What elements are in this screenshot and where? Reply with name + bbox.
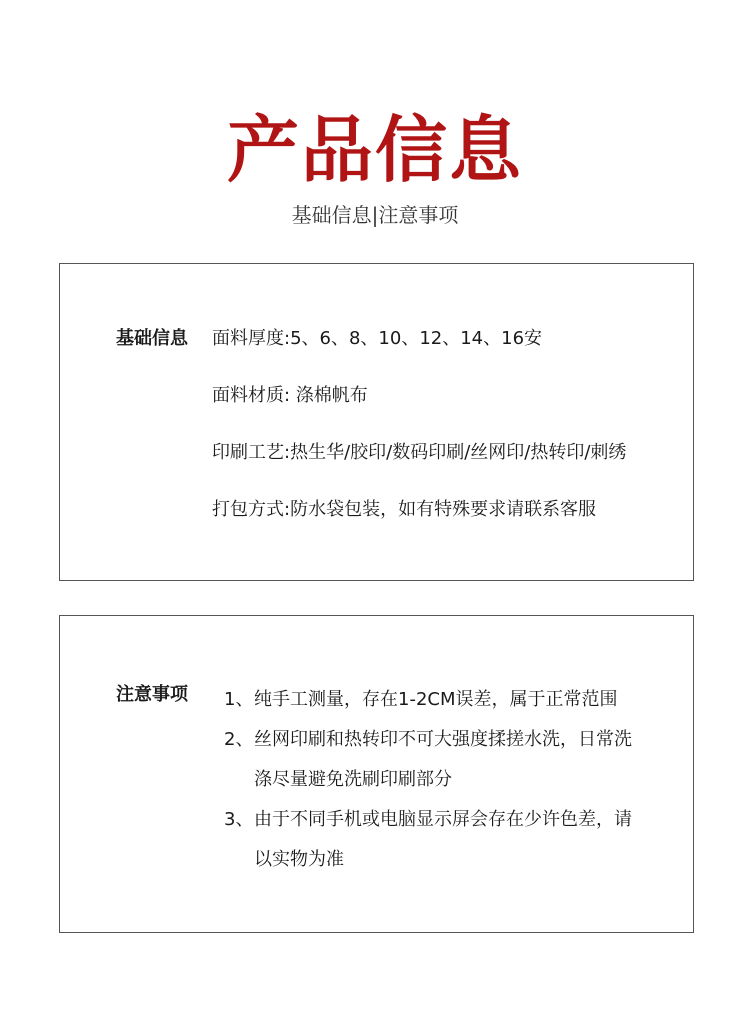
basic-info-list: [212, 324, 626, 552]
note-number: 1、: [224, 689, 254, 710]
note-text: 纯手工测量，存在1-2CM误差，属于正常范围: [254, 689, 618, 710]
note-item: [224, 680, 644, 720]
basic-info-card: [59, 263, 694, 581]
note-number: 2、: [224, 729, 254, 750]
fabric-thickness-item: 面料厚度:5、6、8、10、12、14、16安: [212, 328, 543, 349]
notes-card: [59, 615, 694, 933]
note-text: 由于不同手机或电脑显示屏会存在少许色差，请以实物为准: [254, 809, 632, 870]
note-number: 3、: [224, 809, 254, 830]
note-item: [224, 800, 644, 880]
basic-info-label: 基础信息: [116, 328, 188, 349]
fabric-material-item: 面料材质: 涤棉帆布: [212, 385, 368, 406]
page-subtitle: 基础信息|注意事项: [291, 203, 459, 227]
page-title: 产品信息: [226, 108, 523, 192]
note-item: [224, 720, 644, 800]
notes-list: [224, 680, 644, 880]
packaging-item: 打包方式:防水袋包装，如有特殊要求请联系客服: [212, 499, 597, 520]
printing-process-item: 印刷工艺:热生华/胶印/数码印刷/丝网印/热转印/刺绣: [212, 442, 627, 463]
notes-label: 注意事项: [116, 684, 188, 705]
note-text: 丝网印刷和热转印不可大强度揉搓水洗，日常洗涤尽量避免洗刷印刷部分: [254, 729, 632, 790]
